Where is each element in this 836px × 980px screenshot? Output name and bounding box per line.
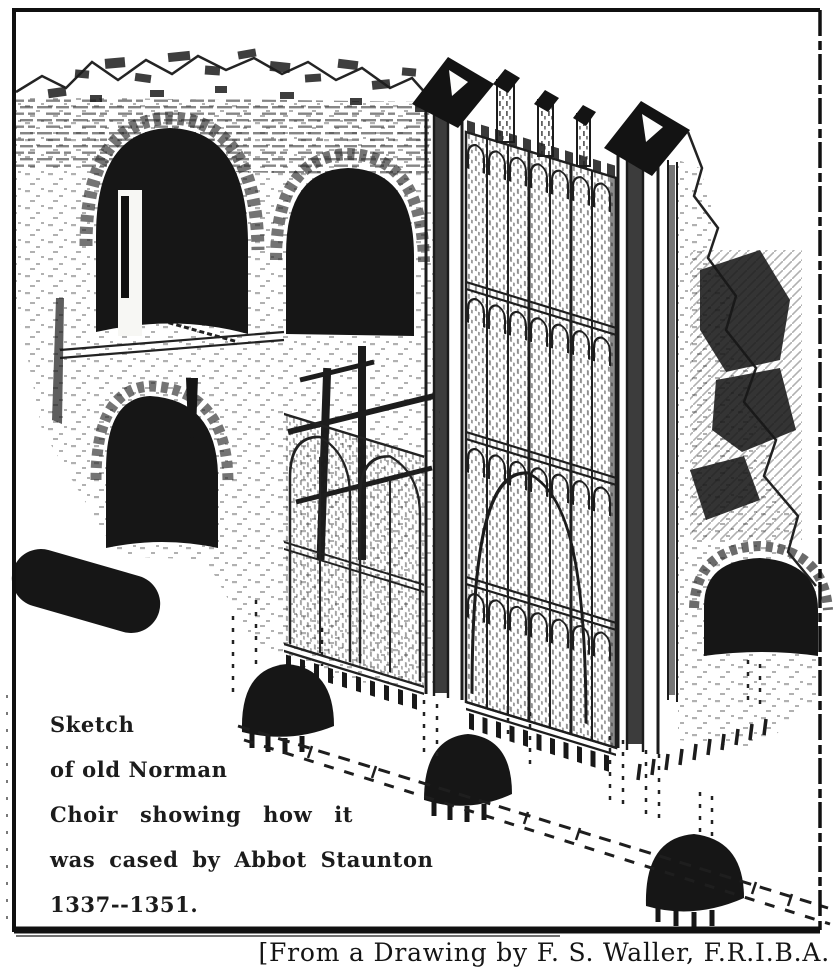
figure-credit: [From a Drawing by F. S. Waller, F.R.I.B.A. bbox=[258, 938, 830, 967]
ruin-right bbox=[638, 132, 828, 780]
gothic-window-screen bbox=[466, 120, 616, 774]
buttress-right bbox=[604, 101, 690, 754]
norman-arch-gallery bbox=[276, 154, 424, 336]
annotation-line: of old Norman bbox=[50, 757, 228, 782]
annotation-line: Sketch bbox=[50, 712, 135, 737]
pier-base-3 bbox=[646, 834, 744, 928]
annotation-line: Choir showing how it bbox=[50, 802, 354, 827]
annotation-line: was cased by Abbot Staunton bbox=[50, 847, 434, 872]
annotation-line: 1337--1351. bbox=[50, 892, 199, 917]
figure-annotation bbox=[50, 702, 433, 927]
norman-arch-upper bbox=[86, 118, 258, 336]
